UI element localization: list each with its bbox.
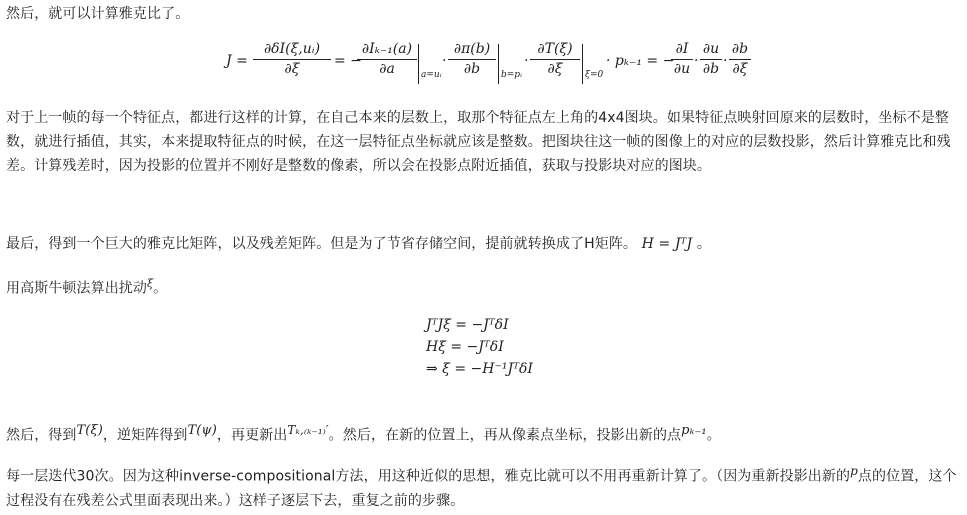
fraction-denominator: ∂b	[463, 61, 481, 77]
fraction-denominator: ∂ξ	[732, 61, 748, 77]
fraction-denominator: ∂u	[673, 61, 691, 77]
math-T-k: Tₖ,₍ₖ₋₁₎′	[287, 423, 329, 437]
formula-lhs: J =	[226, 53, 248, 69]
fraction-numerator: ∂T(ξ)	[537, 41, 573, 57]
update-text-5: 。	[706, 427, 721, 444]
fraction-denominator: ∂ξ	[284, 61, 300, 77]
fraction-db-dxi	[729, 40, 751, 78]
update-text-2: ，逆矩阵得到	[102, 427, 188, 444]
fraction-numerator: ∂Iₖ₋₁(a)	[361, 41, 413, 57]
paragraph-patch-description: 对于上一帧的每一个特征点，都进行这样的计算，在自己本来的层数上，取那个特征点左上角的4x4图块。如果特征点映射回原来的层数时，坐标不是整数，就进行插值，其实，本来提取特征点的时候，在这一层特征点坐标就应该是整数。把图块往这一帧的图像上的对应的层数投影，然后计算雅克比和残差。计算残差时，因为投影的位置并不刚好是整数的像素，所以会在投影点附近插值，获取与投影块对应的图块。	[6, 110, 951, 174]
formula-pk: · pₖ₋₁ = −	[606, 53, 675, 69]
paragraph-update	[6, 418, 964, 448]
gauss-newton-text: 用高斯牛顿法算出扰动	[6, 280, 147, 297]
intro-text: 然后，就可以计算雅克比了。	[6, 6, 190, 22]
fraction-numerator: ∂I	[675, 41, 689, 57]
system-line-2: Hξ = −JᵀδI	[426, 339, 504, 355]
perturbation-xi: ξ	[147, 277, 154, 290]
dot-4: ·	[723, 53, 728, 69]
math-p: p	[850, 464, 858, 478]
fraction-denominator: ∂ξ	[547, 61, 563, 77]
iteration-text-1: 每一层迭代30次。因为这种inverse-compositional方法，用这种近似的思想，雅克比就可以不用再重新计算了。（因为重新投影出新的	[6, 468, 851, 485]
fraction-dI-du	[671, 40, 693, 78]
gauss-newton-system	[426, 314, 533, 380]
fraction-dpi-db	[448, 40, 496, 78]
paragraph-iteration	[6, 459, 964, 513]
dot-1: ·	[442, 53, 447, 69]
system-line-1: JᵀJξ = −JᵀδI	[426, 317, 509, 333]
paragraph-hessian	[6, 232, 964, 256]
math-T-psi: T(ψ)	[187, 423, 217, 438]
update-text-3: ，再更新出	[216, 427, 288, 444]
eval-xi: ξ=0	[585, 70, 604, 80]
gauss-newton-end: 。	[153, 280, 168, 297]
eval-b: b=pᵢ	[501, 70, 522, 80]
fraction-numerator: ∂b	[731, 41, 749, 57]
eval-a: a=uᵢ	[421, 70, 442, 80]
math-p-k: pₖ₋₁	[681, 423, 707, 438]
fraction-dT-dxi	[530, 40, 580, 78]
fraction-numerator: ∂u	[702, 41, 720, 57]
fraction-numerator: ∂π(b)	[453, 41, 491, 57]
fraction-denominator: ∂b	[702, 61, 720, 77]
dot-3: ·	[694, 53, 699, 69]
fraction-denominator: ∂a	[379, 61, 395, 77]
formula-eq2: = −	[334, 53, 362, 69]
hessian-text: 最后，得到一个巨大的雅克比矩阵，以及残差矩阵。但是为了节省存储空间，提前就转换成了H矩阵。	[6, 236, 638, 252]
hessian-end: 。	[696, 236, 711, 252]
fraction-dI-dxi	[253, 40, 331, 78]
fraction-du-db	[700, 40, 722, 78]
iteration-text-2: 点的位置，这个过程没有在残差公式里面表现出来。）这样子逐层下去，重复之前的步骤。	[6, 468, 957, 509]
fraction-dIk-da	[357, 40, 417, 78]
math-T-xi: T(ξ)	[76, 423, 103, 438]
paragraph-gauss-newton	[6, 272, 964, 301]
hessian-formula: H = JᵀJ	[641, 236, 693, 252]
system-line-3: ⇒ ξ = −H⁻¹JᵀδI	[426, 361, 533, 377]
dot-2: ·	[524, 53, 529, 69]
fraction-numerator: ∂δI(ξ,uᵢ)	[263, 41, 321, 57]
update-text-4: 。然后，在新的位置上，再从像素点坐标，投影出新的点	[328, 427, 682, 444]
update-text-1: 然后，得到	[6, 427, 77, 444]
